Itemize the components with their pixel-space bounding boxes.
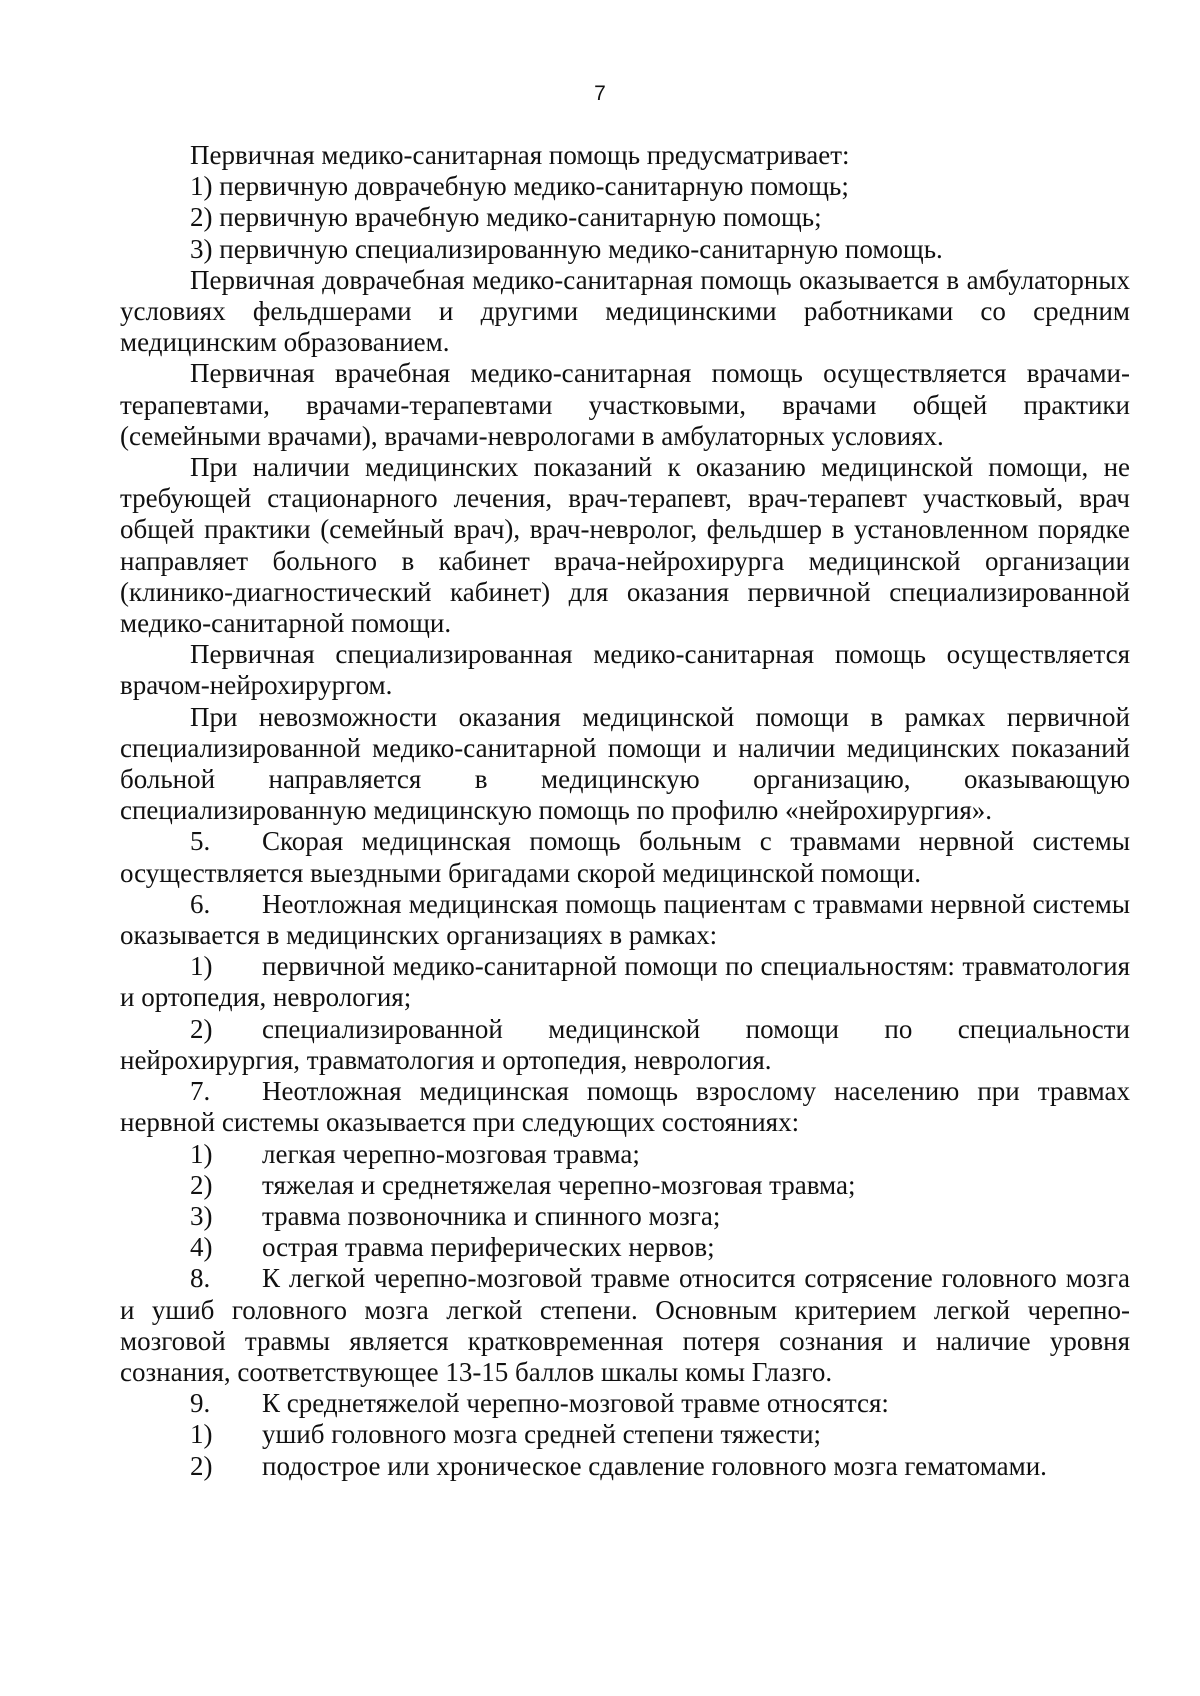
- item-number: 2): [190, 1013, 213, 1044]
- section-7: [120, 1076, 1130, 1138]
- paragraph-intro: Первичная медико-санитарная помощь предусматривает:: [190, 140, 850, 170]
- item-text: подострое или хроническое сдавление головного мозга гематомами.: [262, 1450, 1047, 1481]
- paragraph: Первичная врачебная медико-санитарная помощь осуществляется врачами-терапевтами, врачами-терапевтами участковыми, врачами общей практики (семейными врачами), врачами-неврологами в амбулаторных условиях.: [120, 358, 1130, 451]
- item-text: ушиб головного мозга средней степени тяжести;: [262, 1419, 822, 1450]
- section-6: [120, 889, 1130, 951]
- item-text: первичной медико-санитарной помощи по специальностям: травматология и ортопедия, неврология;: [120, 951, 1130, 1013]
- list-item: [120, 1170, 1130, 1201]
- item-number: 2): [190, 1169, 213, 1200]
- item-number: 1): [190, 1138, 213, 1169]
- item-number: 1): [190, 951, 213, 982]
- item-text: легкая черепно-мозговая травма;: [262, 1138, 640, 1169]
- list-item: [120, 1451, 1130, 1482]
- section-text: Неотложная медицинская помощь пациентам с травмами нервной системы оказывается в медицинских организациях в рамках:: [120, 888, 1130, 951]
- item-text: острая травма периферических нервов;: [262, 1232, 715, 1263]
- list-item: [120, 1232, 1130, 1263]
- section-number: 5.: [190, 826, 211, 857]
- paragraph: Первичная доврачебная медико-санитарная помощь оказывается в амбулаторных условиях фельдшерами и другими медицинскими работниками со средним медицинским образованием.: [120, 264, 1130, 358]
- list-item: 3) первичную специализированную медико-санитарную помощь.: [190, 233, 943, 264]
- section-text: Неотложная медицинская помощь взрослому населению при травмах нервной системы оказывается при следующих состояниях:: [120, 1076, 1130, 1138]
- paragraph: При наличии медицинских показаний к оказанию медицинской помощи, не требующей стационарного лечения, врач-терапевт, врач-терапевт участковый, врач общей практики (семейный врач), врач-невролог, фельдшер в установленном порядке направляет больного в кабинет врача-нейрохирурга медицинской организации (клинико-диагностический кабинет) для оказания первичной специализированной медико-санитарной помощи.: [120, 452, 1130, 639]
- section-number: 7.: [190, 1076, 211, 1107]
- list-item: [120, 951, 1130, 1013]
- item-text: тяжелая и среднетяжелая черепно-мозговая травма;: [262, 1169, 856, 1200]
- item-text: специализированной медицинской помощи по специальности нейрохирургия, травматология и ортопедия, неврология.: [120, 1013, 1130, 1075]
- paragraph: Первичная специализированная медико-санитарная помощь осуществляется врачом-нейрохирургом.: [120, 639, 1130, 701]
- paragraph: При невозможности оказания медицинской помощи в рамках первичной специализированной медико-санитарной помощи и наличии медицинских показаний больной направляется в медицинскую организацию, оказывающую специализированную медицинскую помощь по профилю «нейрохирургия».: [120, 701, 1130, 826]
- section-text: К легкой черепно-мозговой травме относится сотрясение головного мозга и ушиб головного мозга легкой степени. Основным критерием легкой черепно-мозговой травмы является кратковременная потеря сознания и наличие уровня сознания, соответствующее 13-15 баллов шкалы комы Глазго.: [120, 1263, 1130, 1387]
- section-text: К среднетяжелой черепно-мозговой травме относятся:: [262, 1388, 889, 1419]
- item-text: травма позвоночника и спинного мозга;: [262, 1200, 721, 1231]
- section-5: [120, 826, 1130, 888]
- section-number: 6.: [190, 888, 211, 919]
- section-8: [120, 1263, 1130, 1388]
- item-number: 1): [190, 1419, 213, 1450]
- item-number: 4): [190, 1232, 213, 1263]
- section-number: 9.: [190, 1388, 211, 1419]
- item-number: 2): [190, 1450, 213, 1481]
- page-number: 7: [594, 82, 606, 105]
- section-9: [120, 1388, 1130, 1419]
- list-item: 1) первичную доврачебную медико-санитарную помощь;: [190, 171, 849, 202]
- section-number: 8.: [190, 1263, 211, 1294]
- document-body: [120, 140, 1130, 1482]
- section-text: Скорая медицинская помощь больным с травмами нервной системы осуществляется выездными бригадами скорой медицинской помощи.: [120, 826, 1130, 888]
- item-number: 3): [190, 1200, 213, 1231]
- list-item: 2) первичную врачебную медико-санитарную помощь;: [190, 202, 822, 233]
- list-item: [120, 1014, 1130, 1076]
- list-item: [120, 1201, 1130, 1232]
- list-item: [120, 1419, 1130, 1450]
- list-item: [120, 1139, 1130, 1170]
